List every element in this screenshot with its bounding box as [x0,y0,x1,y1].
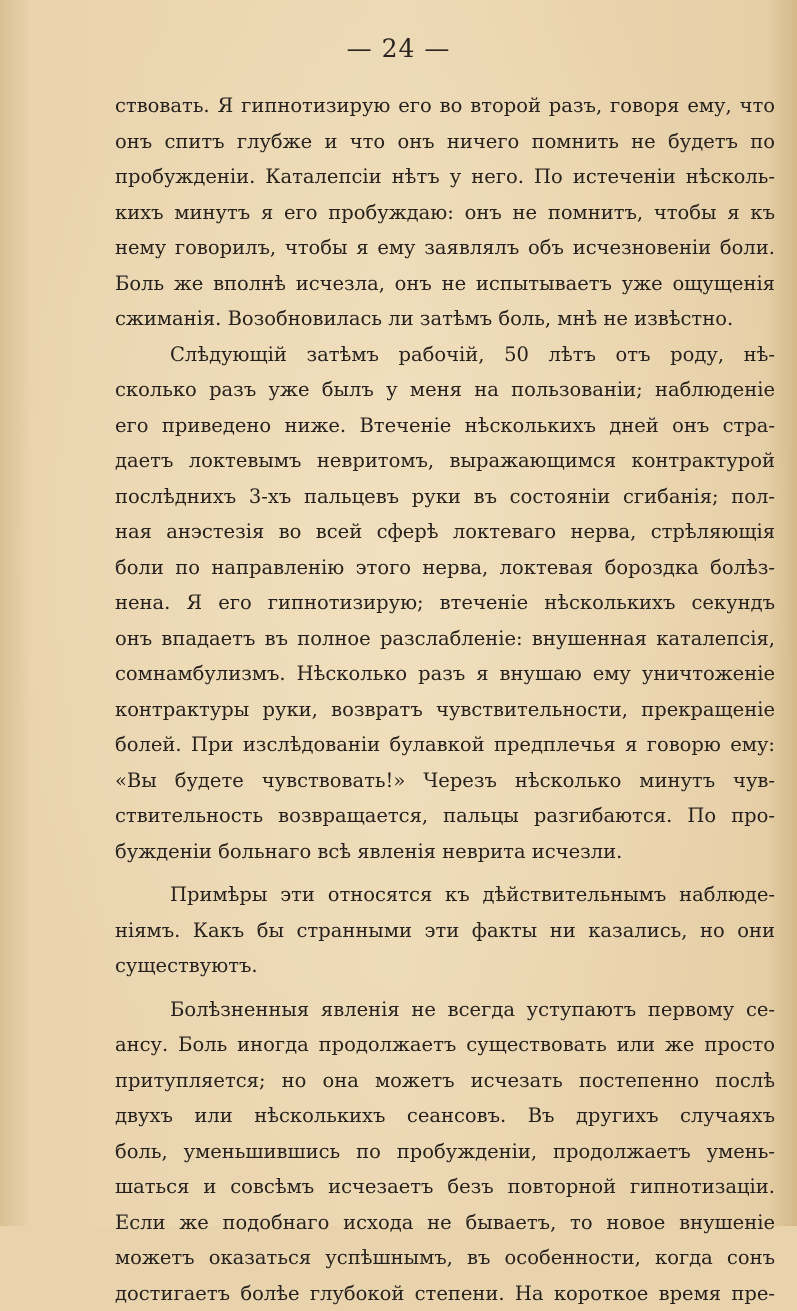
text-line: существуютъ. [115,948,775,984]
text-line: Боль же вполнѣ исчезла, онъ не испытываетъ уже ощущенiя [115,266,775,302]
text-line: ствовать. Я гипнотизирую его во второй разъ, говоря ему, что [115,88,775,124]
paragraph [115,877,775,984]
text-line: сомнамбулизмъ. Нѣсколько разъ я внушаю ему уничтоженiе [115,656,775,692]
text-line: пробужденiи. Каталепсiи нѣтъ у него. По истеченiи нѣсколь- [115,159,775,195]
text-line: двухъ или нѣсколькихъ сеансовъ. Въ другихъ случаяхъ [115,1098,775,1134]
paragraph [115,337,775,870]
text-line: Болѣзненныя явленiя не всегда уступаютъ первому се- [115,992,775,1028]
text-line: онъ спитъ глубже и что онъ ничего помнить не будетъ по [115,124,775,160]
text-line: контрактуры руки, возвратъ чувствительности, прекращенiе [115,692,775,728]
text-line: болей. При изслѣдованiи булавкой предплечья я говорю ему: [115,727,775,763]
text-line: нему говорилъ, чтобы я ему заявлялъ объ исчезновенiи боли. [115,230,775,266]
text-line: Слѣдующiй затѣмъ рабочiй, 50 лѣтъ отъ роду, нѣ- [115,337,775,373]
body-text [115,88,775,1311]
text-line: послѣднихъ 3-хъ пальцевъ руки въ состоянiи сгибанiя; пол- [115,479,775,515]
text-line: кихъ минутъ я его пробуждаю: онъ не помнитъ, чтобы я къ [115,195,775,231]
text-line: ная анэстезiя во всей сферѣ локтеваго нерва, стрѣляющiя [115,514,775,550]
text-line: нiямъ. Какъ бы странными эти факты ни казались, но они [115,913,775,949]
text-line: сжиманiя. Возобновилась ли затѣмъ боль, мнѣ не извѣстно. [115,301,775,337]
text-line: ствительность возвращается, пальцы разгибаются. По про- [115,798,775,834]
paragraph [115,992,775,1311]
text-line: «Вы будете чувствовать!» Черезъ нѣсколько минутъ чув- [115,763,775,799]
paragraph [115,88,775,337]
text-line: можетъ оказаться успѣшнымъ, въ особенности, когда сонъ [115,1240,775,1276]
text-line: бужденiи больнаго всѣ явленiя неврита исчезли. [115,834,775,870]
text-line: боль, уменьшившись по пробужденiи, продолжаетъ умень- [115,1134,775,1170]
text-line: онъ впадаетъ въ полное разслабленiе: внушенная каталепсiя, [115,621,775,657]
text-line: ансу. Боль иногда продолжаетъ существовать или же просто [115,1027,775,1063]
text-line: даетъ локтевымъ невритомъ, выражающимся контрактурой [115,443,775,479]
text-line: нена. Я его гипнотизирую; втеченiе нѣсколькихъ секундъ [115,585,775,621]
text-line: Примѣры эти относятся къ дѣйствительнымъ наблюде- [115,877,775,913]
text-line: его приведено ниже. Втеченiе нѣсколькихъ дней онъ стра- [115,408,775,444]
text-line: притупляется; но она можетъ исчезать постепенно послѣ [115,1063,775,1099]
text-line: сколько разъ уже былъ у меня на пользованiи; наблюденiе [115,372,775,408]
page-number: — 24 — [0,34,797,63]
text-line: Если же подобнаго исхода не бываетъ, то новое внушенiе [115,1205,775,1241]
text-line: боли по направленiю этого нерва, локтевая бороздка болѣз- [115,550,775,586]
text-line: шаться и совсѣмъ исчезаетъ безъ повторной гипнотизацiи. [115,1169,775,1205]
text-line: достигаетъ болѣе глубокой степени. На короткое время пре- [115,1276,775,1311]
